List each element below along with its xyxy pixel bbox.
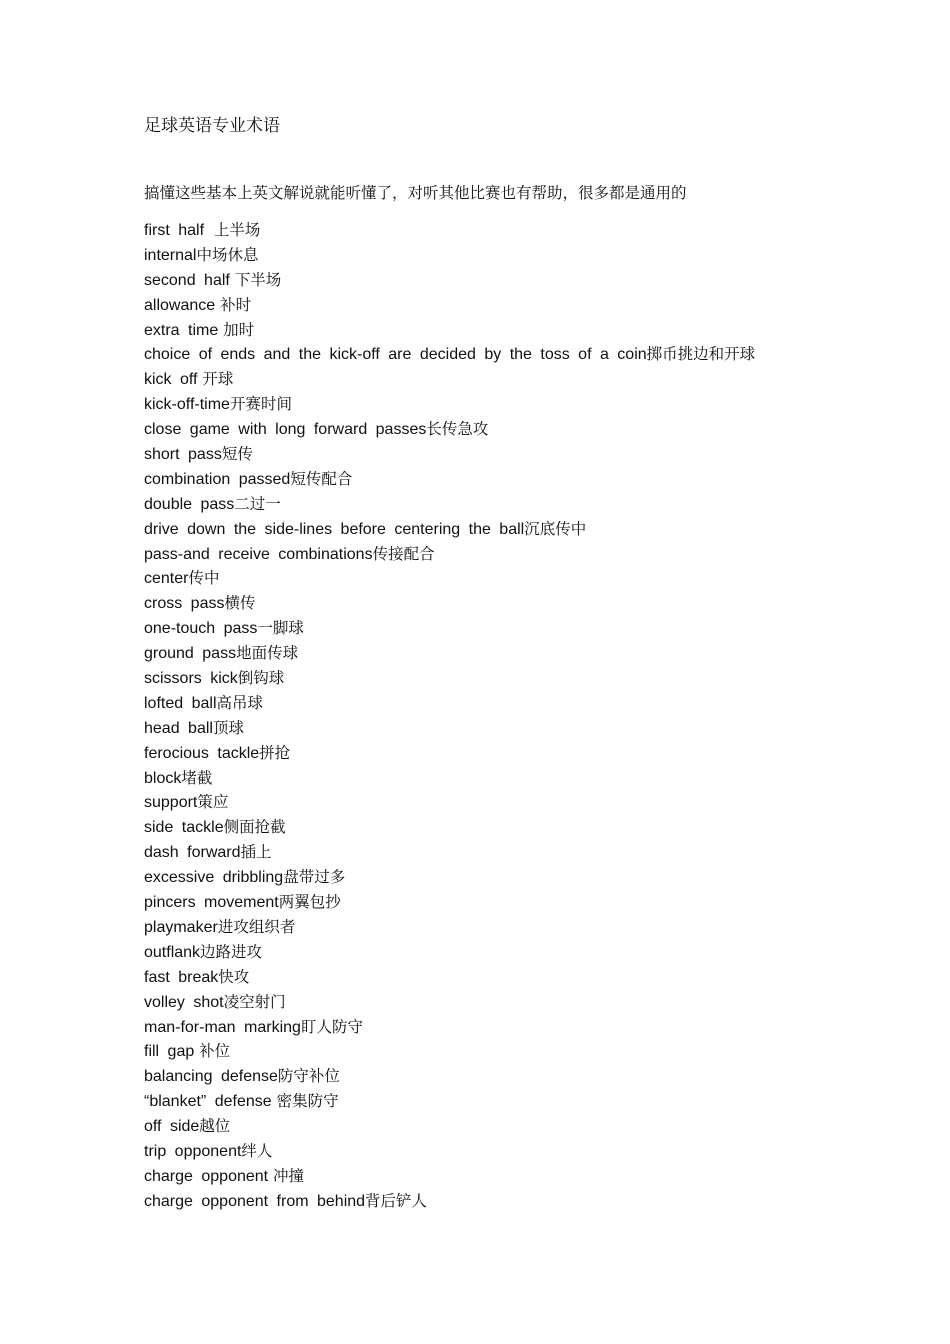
term-english: center [144, 570, 189, 588]
term-row [144, 293, 755, 318]
term-chinese: 二过一 [234, 494, 281, 513]
term-english: off side [144, 1118, 200, 1136]
term-chinese: 背后铲人 [365, 1191, 428, 1210]
term-row [144, 641, 755, 666]
term-row [144, 442, 755, 467]
term-row [144, 1114, 755, 1139]
term-row [144, 367, 755, 392]
term-row [144, 915, 755, 940]
term-row [144, 840, 755, 865]
term-english: head ball [144, 719, 213, 737]
term-english: balancing defense [144, 1068, 278, 1086]
term-row [144, 766, 755, 791]
term-english: man-for-man marking [144, 1018, 301, 1036]
term-english: playmaker [144, 918, 218, 936]
term-english: dash forward [144, 844, 241, 862]
term-row [144, 467, 755, 492]
term-english: short pass [144, 446, 222, 464]
term-english: kick off [144, 371, 198, 389]
term-chinese: 长传急攻 [426, 420, 489, 439]
term-chinese: 传中 [188, 569, 220, 588]
term-chinese: 开赛时间 [229, 395, 292, 414]
term-chinese: 沉底传中 [524, 519, 587, 538]
term-row [144, 342, 755, 367]
term-row [144, 1015, 755, 1040]
term-english: close game with long forward passes [144, 421, 427, 439]
term-chinese: 绊人 [241, 1141, 273, 1160]
term-row [144, 417, 755, 442]
document-title: 足球英语专业术语 [144, 116, 280, 136]
term-chinese: 下半场 [229, 270, 282, 289]
term-english: scissors kick [144, 670, 238, 688]
term-row [144, 790, 755, 815]
term-row [144, 318, 755, 343]
term-english: second half [144, 271, 230, 289]
term-chinese: 横传 [224, 594, 256, 613]
term-english: one-touch pass [144, 620, 258, 638]
term-row [144, 1089, 755, 1114]
term-row [144, 716, 755, 741]
term-chinese: 补时 [215, 295, 252, 314]
term-chinese: 地面传球 [236, 644, 299, 663]
term-row [144, 691, 755, 716]
term-english: fast break [144, 968, 219, 986]
term-english: combination passed [144, 470, 291, 488]
term-row [144, 940, 755, 965]
term-english: block [144, 769, 182, 787]
term-row [144, 392, 755, 417]
term-chinese: 补位 [194, 1042, 231, 1061]
term-english: ferocious tackle [144, 744, 260, 762]
term-chinese: 开球 [197, 370, 234, 389]
term-english: kick-off-time [144, 396, 230, 414]
term-english: cross pass [144, 595, 225, 613]
term-row [144, 965, 755, 990]
term-chinese: 盯人防守 [300, 1017, 363, 1036]
term-english: lofted ball [144, 694, 217, 712]
term-row [144, 243, 755, 268]
term-chinese: 两翼包抄 [278, 893, 341, 912]
term-english: allowance [144, 296, 216, 314]
term-english: internal [144, 246, 197, 264]
term-row [144, 815, 755, 840]
term-row [144, 517, 755, 542]
term-chinese: 倒钩球 [237, 669, 285, 688]
term-english: side tackle [144, 819, 224, 837]
term-english: support [144, 794, 198, 812]
term-chinese: 上半场 [204, 221, 261, 239]
term-english: pincers movement [144, 894, 279, 912]
term-chinese: 进攻组织者 [217, 917, 296, 936]
term-english: “blanket” defense [144, 1093, 272, 1111]
term-row [144, 566, 755, 591]
term-row [144, 990, 755, 1015]
term-row [144, 492, 755, 517]
term-chinese: 策应 [197, 793, 229, 812]
term-chinese: 快攻 [218, 967, 250, 986]
term-chinese: 越位 [199, 1117, 231, 1136]
term-row [144, 616, 755, 641]
term-english: drive down the side-lines before centering the ball [144, 520, 525, 538]
term-row [144, 542, 755, 567]
term-row [144, 591, 755, 616]
term-chinese: 短传 [221, 445, 253, 464]
term-row [144, 1039, 755, 1064]
term-chinese: 堵截 [181, 768, 213, 787]
term-row [144, 741, 755, 766]
term-chinese: 中场休息 [196, 245, 259, 264]
term-english: fill gap [144, 1043, 195, 1061]
term-chinese: 短传配合 [290, 469, 353, 488]
intro-paragraph: 搞懂这些基本上英文解说就能听懂了，对听其他比赛也有帮助，很多都是通用的 [144, 184, 687, 202]
term-row [144, 1164, 755, 1189]
term-chinese: 传接配合 [372, 544, 435, 563]
term-row [144, 666, 755, 691]
term-chinese: 凌空射门 [223, 992, 286, 1011]
term-row [144, 865, 755, 890]
term-english: choice of ends and the kick-off are decided by the toss of a coin [144, 346, 647, 364]
term-chinese: 密集防守 [271, 1092, 339, 1111]
term-row [144, 1064, 755, 1089]
term-english: first half [144, 222, 205, 239]
term-chinese: 边路进攻 [200, 942, 263, 961]
term-english: trip opponent [144, 1142, 242, 1160]
term-row [144, 268, 755, 293]
term-chinese: 掷币挑边和开球 [646, 345, 756, 364]
term-row [144, 890, 755, 915]
term-chinese: 冲撞 [268, 1166, 305, 1185]
term-chinese: 防守补位 [277, 1067, 340, 1086]
term-english: outflank [144, 943, 201, 961]
term-english: excessive dribbling [144, 869, 284, 887]
term-chinese: 拼抢 [259, 743, 291, 762]
term-english: charge opponent from behind [144, 1192, 366, 1210]
term-english: volley shot [144, 993, 224, 1011]
term-chinese: 加时 [218, 320, 255, 339]
term-row [144, 1189, 755, 1214]
term-chinese: 侧面抢截 [223, 818, 286, 837]
term-english: charge opponent [144, 1167, 269, 1185]
term-list [144, 218, 755, 1214]
term-chinese: 盘带过多 [283, 868, 346, 887]
term-chinese: 顶球 [212, 718, 244, 737]
term-chinese: 高吊球 [216, 693, 264, 712]
term-english: ground pass [144, 645, 237, 663]
term-english: double pass [144, 495, 235, 513]
term-english: pass-and receive combinations [144, 545, 373, 563]
term-english: extra time [144, 321, 219, 339]
term-chinese: 插上 [240, 843, 272, 862]
term-chinese: 一脚球 [257, 619, 304, 638]
term-row [144, 218, 755, 243]
term-row [144, 1139, 755, 1164]
